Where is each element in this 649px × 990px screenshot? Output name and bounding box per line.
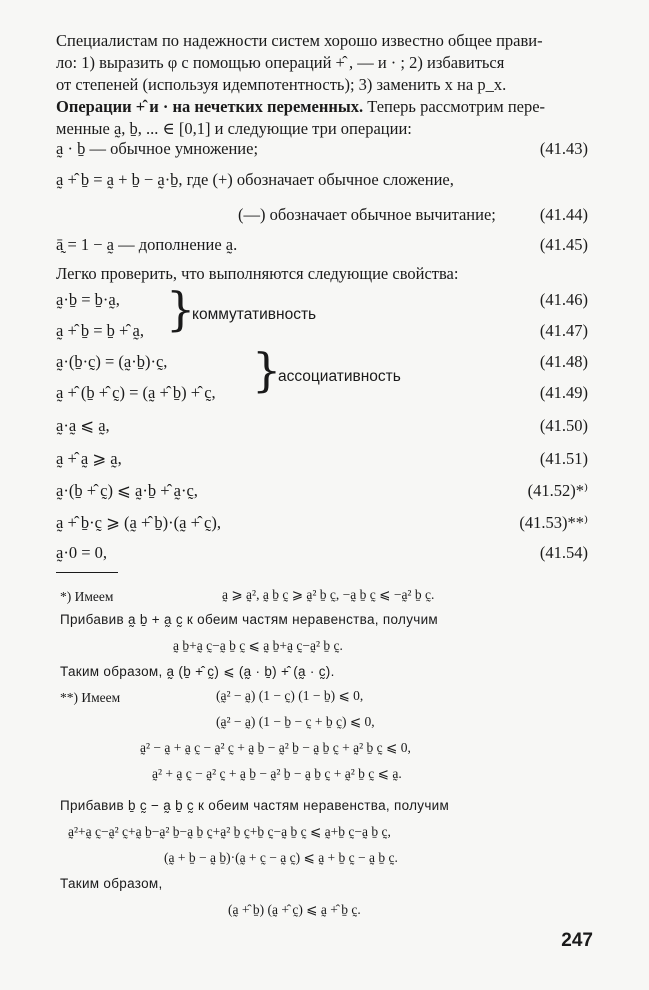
associativity-label: ассоциативность (278, 368, 401, 385)
equation-41-43 (56, 136, 588, 162)
equation-number: (41.46) (539, 290, 588, 309)
equation-41-52 (56, 478, 588, 504)
equation-expr: a̰ +̂ ḇ = ḇ +̂ a̰, (56, 321, 144, 340)
equation-number: (41.48) (539, 352, 588, 371)
equation-number: (41.52)*⁾ (527, 481, 588, 500)
footnote-separator (56, 572, 118, 573)
equation-number: (41.45) (539, 235, 588, 254)
equation-41-46 (56, 287, 588, 313)
equation-expr: a̰·(ḇ·c̰) = (a̰·ḇ)·c̰, (56, 352, 168, 371)
equation-number: (41.43) (539, 139, 588, 158)
equation-number: (41.49) (539, 383, 588, 402)
equation-number: (41.47) (539, 321, 588, 340)
operations-heading-tail: Теперь рассмотрим пере- (363, 97, 546, 116)
equation-expr: (—) обозначает обычное вычитание; (238, 205, 496, 224)
properties-intro: Легко проверить, что выполняются следующие свойства: (56, 264, 459, 283)
equation-expr: a̰ +̂ ḇ·c̰ ⩾ (a̰ +̂ ḇ)·(a̰ +̂ c̰), (56, 513, 221, 532)
equation-number: (41.44) (539, 205, 588, 224)
footnote-1-label: *) Имеем (60, 589, 114, 604)
associativity-brace: } (252, 343, 282, 397)
footnote-2-line-2: (a̰² − a̰) (1 − ḇ − c̰ + ḇ c̰) ⩽ 0, (216, 714, 375, 729)
equation-expr: a̰ +̂ (ḇ +̂ c̰) = (a̰ +̂ ḇ) +̂ c̰, (56, 383, 216, 402)
footnote-2-line-1: (a̰² − a̰) (1 − c̰) (1 − ḇ) ⩽ 0, (216, 688, 364, 703)
equation-number: (41.51) (539, 449, 588, 468)
intro-line-2: ло: 1) выразить φ с помощью операций +̂ , — и · ; 2) избавиться (56, 53, 505, 72)
equation-expr: a̰·(ḇ +̂ c̰) ⩽ a̰·ḇ +̂ a̰·c̰, (56, 481, 198, 500)
equation-41-50 (56, 413, 588, 439)
footnote-1-conclusion: Таким образом, a̰ (ḇ +̂ c̰) ⩽ (a̰ · ḇ) +̂ (a̰ · c̰). (60, 664, 335, 679)
footnote-2-label: **) Имеем (60, 690, 121, 705)
commutativity-label: коммутативность (192, 306, 317, 323)
equation-number: (41.53)**⁾ (519, 513, 588, 532)
equation-number: (41.50) (539, 416, 588, 435)
footnote-2-final: (a̰ +̂ ḇ) (a̰ +̂ c̰) ⩽ a̰ +̂ ḇ c̰. (228, 902, 361, 917)
equation-41-44-b (56, 202, 588, 228)
footnote-2-line-3: a̰² − a̰ + a̰ c̰ − a̰² c̰ + a̰ ḇ − a̰² ḇ − a̰ ḇ c̰ + a̰² ḇ c̰ ⩽ 0, (140, 740, 411, 755)
footnote-1-inequalities: a̰ ⩾ a̰², a̰ ḇ c̰ ⩾ a̰² ḇ c̰, −a̰ ḇ c̰ ⩽ −a̰² ḇ c̰. (222, 587, 435, 602)
footnote-2-conclusion: Таким образом, (60, 876, 163, 891)
equation-expr: a̰ · ḇ — обычное умножение; (56, 139, 259, 158)
equation-expr: a̰·a̰ ⩽ a̰, (56, 416, 110, 435)
equation-41-53 (56, 510, 588, 536)
intro-line-1: Специалистам по надежности систем хорошо известно общее прави- (56, 31, 543, 50)
footnote-1-add-text: Прибавив a̰ ḇ + a̰ c̰ к обеим частям неравенства, получим (60, 612, 439, 627)
footnote-2-add-text: Прибавив ḇ c̰ − a̰ ḇ c̰ к обеим частям неравенства, получим (60, 798, 450, 813)
footnote-2-line-4: a̰² + a̰ c̰ − a̰² c̰ + a̰ ḇ − a̰² ḇ − a̰ ḇ c̰ + a̰² ḇ c̰ ⩽ a̰. (152, 766, 402, 781)
equation-expr: a̰ +̂ a̰ ⩾ a̰, (56, 449, 122, 468)
equation-41-47 (56, 318, 588, 344)
equation-41-45 (56, 232, 588, 258)
operations-heading: Операции +̂ и · на нечетких переменных. (56, 97, 364, 116)
intro-paragraph (56, 30, 592, 96)
equation-41-54 (56, 540, 588, 566)
operations-paragraph (56, 96, 592, 140)
equation-expr: a̰·0 = 0, (56, 543, 107, 562)
footnote-1-result: a̰ ḇ+a̰ c̰−a̰ ḇ c̰ ⩽ a̰ ḇ+a̰ c̰−a̰² ḇ c̰. (173, 638, 343, 653)
intro-line-3: от степеней (используя идемпотентность); 3) заменить x на p_x. (56, 75, 507, 94)
commutativity-brace: } (166, 282, 196, 336)
equation-number: (41.54) (539, 543, 588, 562)
equation-expr: a̰·ḇ = ḇ·a̰, (56, 290, 120, 309)
page-number: 247 (561, 930, 593, 951)
footnote-2-result-2: (a̰ + ḇ − a̰ ḇ)·(a̰ + c̰ − a̰ c̰) ⩽ a̰ + ḇ c̰ − a̰ ḇ c̰. (164, 850, 398, 865)
equation-expr: ā̰ = 1 − a̰ — дополнение a̰. (56, 235, 238, 254)
equation-41-51 (56, 446, 588, 472)
operations-line-2: менные a̰, ḇ, ... ∈ [0,1] и следующие три операции: (56, 119, 412, 138)
equation-expr: a̰ +̂ ḇ = a̰ + ḇ − a̰·ḇ, где (+) обозначает обычное сложение, (56, 170, 454, 189)
equation-41-44-a (56, 167, 588, 193)
footnote-2-result-1: a̰²+a̰ c̰−a̰² c̰+a̰ ḇ−a̰² ḇ−a̰ ḇ c̰+a̰² ḇ c̰+ḇ c̰−a̰ ḇ c̰ ⩽ a̰+ḇ c̰−a̰ ḇ c̰, (68, 824, 391, 839)
